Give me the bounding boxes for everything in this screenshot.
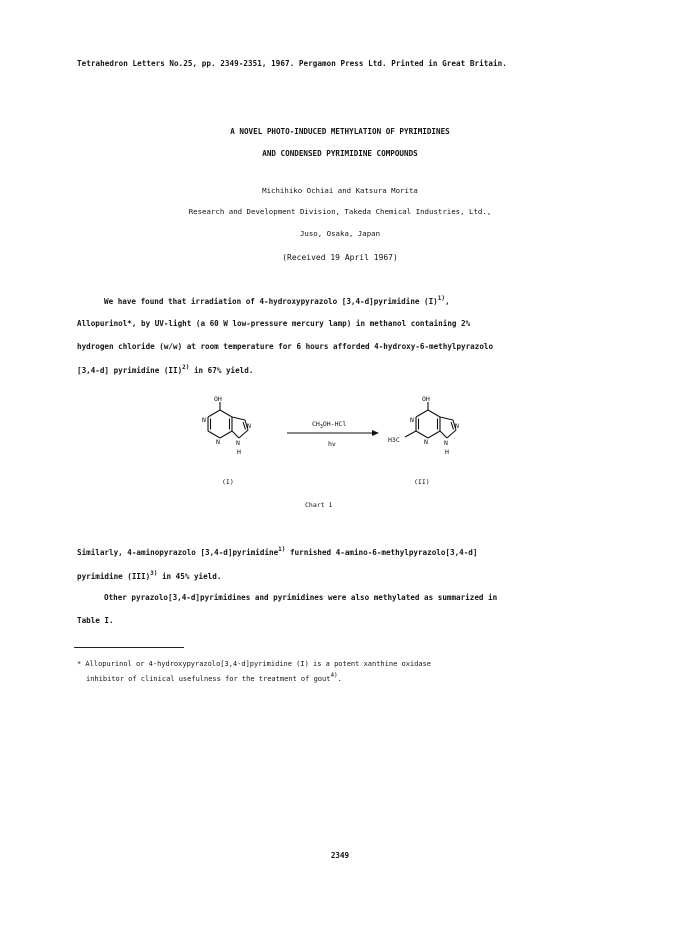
paper-title-line-2: AND CONDENSED PYRIMIDINE COMPOUNDS [262, 149, 418, 158]
para2-line2-yield: in 45% yield. [157, 572, 222, 581]
left-h-label: H [237, 448, 241, 456]
left-oh-label: OH [214, 395, 222, 403]
left-n-bottom-label: N [216, 438, 220, 446]
authors: Michihiko Ochiai and Katsura Morita [262, 186, 418, 195]
para3-line1: Other pyrazolo[3,4-d]pyrimidines and pyrimidines were also methylated as summarized in [104, 593, 498, 602]
para2-line1-text: Similarly, 4-aminopyrazolo [3,4-d]pyrimidine [77, 548, 279, 557]
para1-line1-text: We have found that irradiation of 4-hydroxypyrazolo [104, 297, 338, 306]
compound-II-label: (II) [414, 478, 430, 486]
right-n-bottom-label: N [424, 438, 428, 446]
para1-line4 [77, 364, 253, 375]
left-n-top-label: N [202, 416, 206, 424]
reaction-scheme [190, 392, 490, 472]
para1-line1 [104, 295, 450, 306]
right-n-top-label: N [410, 416, 414, 424]
para1-line1-compound: [3,4-d]pyrimidine (I) [341, 297, 438, 306]
ref-superscript: 1) [437, 295, 445, 302]
received-date: (Received 19 April 1967) [282, 253, 398, 262]
para2-line1 [77, 546, 477, 557]
footnote-line2 [86, 672, 342, 683]
left-n-right-label: N [247, 422, 251, 430]
journal-header: Tetrahedron Letters No.25, pp. 2349-2351, 1967. Pergamon Press Ltd. Printed in Great Britain. [77, 59, 507, 68]
chart-caption: Chart 1 [305, 501, 333, 509]
paper-title-line-1: A NOVEL PHOTO-INDUCED METHYLATION OF PYRIMIDINES [230, 127, 450, 136]
reagent-label: $CH_3OH$-HCl [312, 420, 347, 430]
para2-line2 [77, 570, 221, 581]
para2-line1-product: furnished 4-amino-6-methylpyrazolo[3,4-d] [285, 548, 478, 557]
location: Juso, Osaka, Japan [299, 229, 381, 238]
para1-line2: Allopurinol*, by UV-light (a 60 W low-pressure mercury lamp) in methanol containing 2% [77, 319, 471, 328]
ref-superscript: 3) [150, 570, 158, 577]
right-oh-label: OH [422, 395, 430, 403]
condition-label: hν [328, 440, 336, 448]
footnote-line1: * Allopurinol or 4-hydroxypyrazolo[3,4-d]pyrimidine (I) is a potent xanthine oxidase [77, 660, 432, 668]
ref-superscript: 2) [182, 364, 190, 371]
para1-line4-text: [3,4-d] pyrimidine (II) [77, 366, 183, 375]
compound-I-label: (I) [222, 478, 234, 486]
left-nh-label: N [236, 439, 240, 447]
affiliation: Research and Development Division, Takeda Chemical Industries, Ltd., [188, 207, 492, 216]
footnote-line2-text: inhibitor of clinical usefulness for the treatment of gout [86, 675, 331, 683]
compound-I-structure [208, 402, 248, 438]
para1-line1-comma: , [445, 297, 450, 306]
para3-line2: Table I. [77, 616, 114, 625]
page-number: 2349 [330, 851, 350, 860]
ref-superscript: 1) [278, 546, 286, 553]
methyl-label: H3C [388, 436, 400, 444]
right-h-label: H [445, 448, 449, 456]
right-nh-label: N [444, 439, 448, 447]
footnote-line2-period: . [337, 675, 342, 683]
para1-line3: hydrogen chloride (w/w) at room temperature for 6 hours afforded 4-hydroxy-6-methylpyrazolo [77, 342, 494, 351]
ref-superscript: 4) [330, 672, 338, 679]
right-n-right-label: N [455, 422, 459, 430]
para1-line4-yield: in 67% yield. [189, 366, 254, 375]
footnote-divider [74, 647, 184, 648]
para2-line2-text: pyrimidine (III) [77, 572, 151, 581]
arrowhead-icon [372, 430, 379, 436]
